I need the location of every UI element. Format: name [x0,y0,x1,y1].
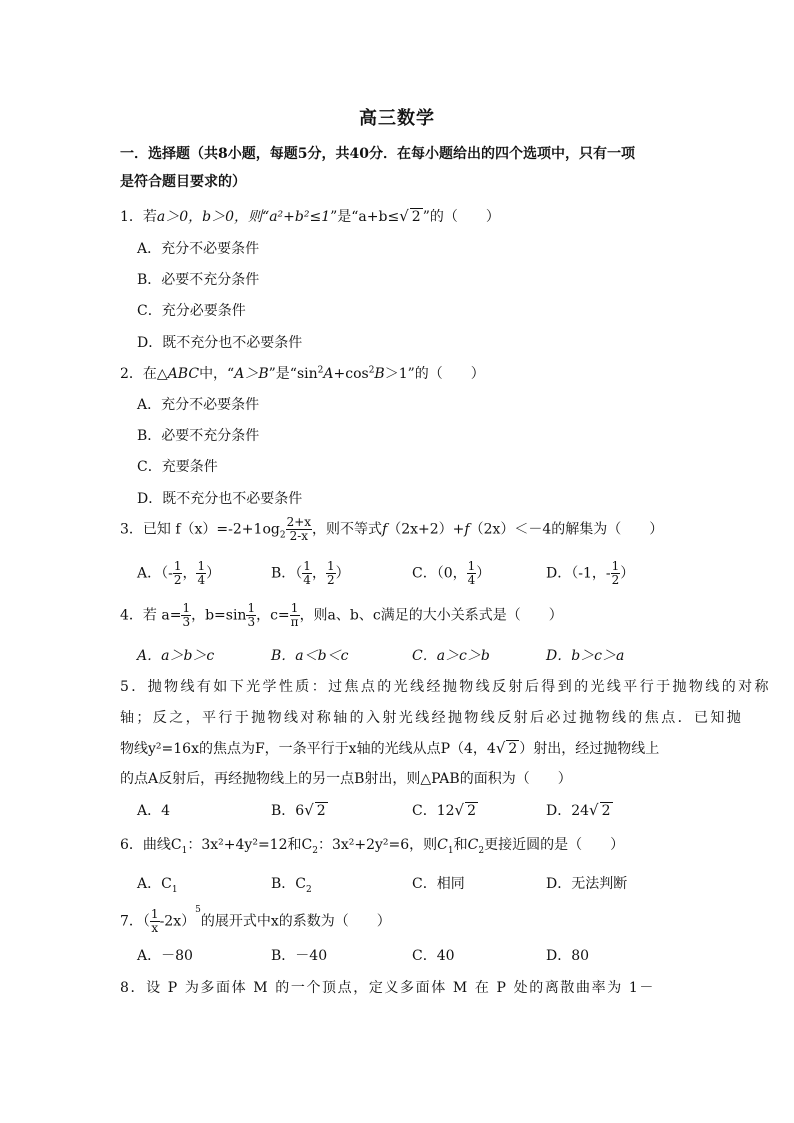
section-heading-line2: 是符合题目要求的） [120,174,246,190]
q3-a-n2: 1 [197,559,206,573]
q3-pre: 3．已知 f（x）=-2+1og [120,521,280,538]
q5-b-rad: 2 [316,803,326,819]
q3-frac-den: 2-x [289,529,309,543]
sqrt-symbol: √ [304,801,314,819]
question-1-stem [120,206,500,226]
q7-mid: -2x） [159,913,196,930]
q4-d2: 3 [247,615,256,629]
q3-frac-num: 2+x [286,515,312,529]
q3-a-sep: ， [182,565,197,582]
q5-d-rad: 2 [601,803,611,819]
q7-frac [150,908,160,935]
q4-n2: 1 [247,601,256,615]
q3-log-base: 2 [279,530,286,541]
q4-frac3 [290,602,300,629]
q4-option-c: C．a＞c＞b [412,648,490,664]
q4-mid2: ，c= [256,607,290,624]
q3-a-n1: 1 [173,559,182,573]
q2-ab: A＞B [234,366,269,382]
sqrt-symbol: √ [495,739,506,757]
q1-radicand: 2 [411,209,421,225]
q4-option-d: D．b＞c＞a [546,648,625,664]
q2-abc: ABC [167,366,200,382]
q6-option-d: D．无法判断 [546,876,628,892]
q6-b-pre: B．C [271,876,306,892]
q6-c1-sub: 1 [181,845,188,856]
q3-b-frac1 [302,560,312,587]
q5-c-pre: C．12 [412,803,455,819]
q4-n1: 1 [182,601,191,615]
q6-and: 和 [453,837,468,853]
section-heading [120,140,680,196]
q3-c-d: 4 [467,573,476,587]
q5-line2: 轴；反之，平行于抛物线对称轴的入射光线经抛物线反射后必过抛物线的焦点．已知抛 [120,710,744,726]
q7-option-a: A．－80 [137,948,193,964]
q3-a-frac2 [196,560,206,587]
sqrt-symbol: √ [589,801,599,819]
q1-cond: a＞0，b＞0，则“ [156,209,270,225]
q7-exp: 5 [195,904,201,915]
q7-num: 1 [150,907,159,921]
q3-c-left: C．（0， [412,565,467,582]
q6-option-c: C．相同 [412,876,465,892]
q3-b-n1: 1 [303,559,311,573]
q6-eq2: ：3x²+2y²=6，则 [317,837,438,853]
q5-option-b [271,800,328,820]
q3-a-d1: 2 [173,573,182,587]
q2-option-b: B．必要不充分条件 [137,428,260,444]
q5-option-c [412,800,478,820]
q3-mid1: （2x+2）+ [387,521,465,538]
q3-c-n: 1 [467,559,476,573]
q3-b-n2: 1 [326,559,335,573]
q1-option-c: C．充分必要条件 [137,303,246,319]
q3-b-d2: 2 [326,573,335,587]
q5-line1: 5．抛物线有如下光学性质：过焦点的光线经抛物线反射后得到的光线平行于抛物线的对称 [120,679,771,695]
sqrt-symbol: √ [454,801,465,819]
q7-option-c: C．40 [412,948,455,964]
q3-c-frac [467,560,477,587]
q2-b2: B [374,366,385,382]
sqrt-symbol: √ [399,207,409,225]
question-3-stem [120,516,663,543]
q3-d-right: ） [620,565,635,582]
q1-option-a: A．充分不必要条件 [137,241,260,257]
q6-option-b [271,873,312,895]
q3-b-frac2 [326,560,336,587]
q2-text-b: 中，“ [199,366,235,382]
q2-text-a: 2．在△ [120,366,168,382]
q7-den: x [151,921,159,935]
q3-b-sep: ， [311,565,326,582]
q3-d-frac [611,560,621,587]
q3-b-d1: 4 [303,573,311,587]
question-7-stem [120,904,391,935]
q3-option-c [412,560,490,587]
q6-post: 更接近圆的是（ ） [484,837,625,853]
q6-option-a [137,873,178,895]
q3-b-left: B．（ [271,565,303,582]
q6-c2-sub: 2 [312,845,318,856]
q7-option-d: D．80 [546,948,590,964]
q2-sup2: 2 [368,365,375,376]
q4-pre: 4．若 a= [120,607,182,624]
q4-d1: 3 [182,615,191,629]
q4-post: ，则a、b、c满足的大小关系式是（ ） [299,607,563,624]
q3-a-right: ） [206,565,221,582]
q6-c2b: C [467,837,479,853]
q3-option-d [546,560,634,587]
q4-option-b: B．a＜b＜c [271,648,349,664]
q2-text-d: ＞1”的（ ） [384,366,485,382]
q3-option-b [271,560,350,587]
q2-plus: +cos [333,366,369,382]
q2-sup1: 2 [317,365,324,376]
q8-line1: 8．设 P 为多面体 M 的一个顶点，定义多面体 M 在 P 处的离散曲率为 1－ [120,980,655,996]
q4-option-a: A．a＞b＞c [137,648,215,664]
q4-frac2 [246,602,256,629]
q6-a-sub: 1 [171,884,178,895]
q6-c1b: C [437,837,448,853]
q2-option-a: A．充分不必要条件 [137,397,260,413]
q6-c2b-sub: 2 [478,845,485,856]
q3-a-left: A．（- [137,565,173,582]
page-title: 高三数学 [359,108,435,129]
q5-b-pre: B．6 [271,803,305,819]
q3-d-n: 1 [611,559,620,573]
section-heading-line1: 一．选择题（共8小题，每题5分，共40分．在每小题给出的四个选项中，只有一项 [120,146,635,162]
q5-line3-rad: 2 [508,741,518,757]
q3-c-right: ） [476,565,491,582]
q5-line4: 的点A反射后，再经抛物线上的另一点B射出，则△PAB的面积为（ ） [120,771,572,787]
q6-a-pre: A．C [137,876,172,892]
q6-b-sub: 2 [306,884,312,895]
q6-c1: C [170,837,182,853]
q5-option-a: A．4 [137,803,171,819]
q4-mid1: ，b=sin [191,607,247,624]
q1-prefix: 1．若 [120,209,157,225]
q5-c-rad: 2 [467,803,477,819]
q2-a2: A [323,366,334,382]
q6-c1b-sub: 1 [447,845,454,856]
q6-eq1: ：3x²+4y²=12和 [187,837,302,853]
q2-option-c: C．充要条件 [137,459,218,475]
q3-post: ，则不等式 [312,521,383,538]
q3-f2: f [464,521,470,538]
q7-post: 的展开式中x的系数为（ ） [200,913,391,930]
q2-text-c: ”是“sin [268,366,318,382]
q6-pre: 6．曲线 [120,837,171,853]
q7-option-b: B．－40 [271,948,328,964]
q1-option-b: B．必要不充分条件 [137,272,260,288]
q1-mid: ”是“a+b≤ [330,209,400,225]
q3-option-a [137,560,220,587]
q1-option-d: D．既不充分也不必要条件 [137,335,303,351]
q6-c2: C [301,837,313,853]
q3-b-right: ） [335,565,350,582]
q3-d-d: 2 [611,573,620,587]
q5-line3-a: 物线y²=16x的焦点为F，一条平行于x轴的光线从点P（4，4 [120,741,496,757]
q3-mid2: （2x）＜－4的解集为（ ） [469,521,664,538]
q3-fraction [286,516,312,543]
q7-pre: 7．（ [120,913,150,930]
q1-suffix: ”的（ ） [422,209,500,225]
q5-line3-b: ）射出，经过抛物线上 [519,741,660,757]
q4-n3: 1 [290,601,299,615]
q1-expr: a²+b²≤1 [269,209,331,225]
question-6-stem [120,834,624,856]
question-2-stem [120,363,485,383]
q5-option-d [546,800,613,820]
q4-d3: π [290,615,299,629]
q2-option-d: D．既不充分也不必要条件 [137,491,303,507]
question-4-stem [120,602,563,629]
q3-d-left: D．（-1，- [546,565,611,582]
q3-a-d2: 4 [197,573,206,587]
q4-frac1 [181,602,191,629]
q5-d-pre: D．24 [546,803,590,819]
q3-f1: f [382,521,388,538]
q5-line3 [120,738,659,758]
